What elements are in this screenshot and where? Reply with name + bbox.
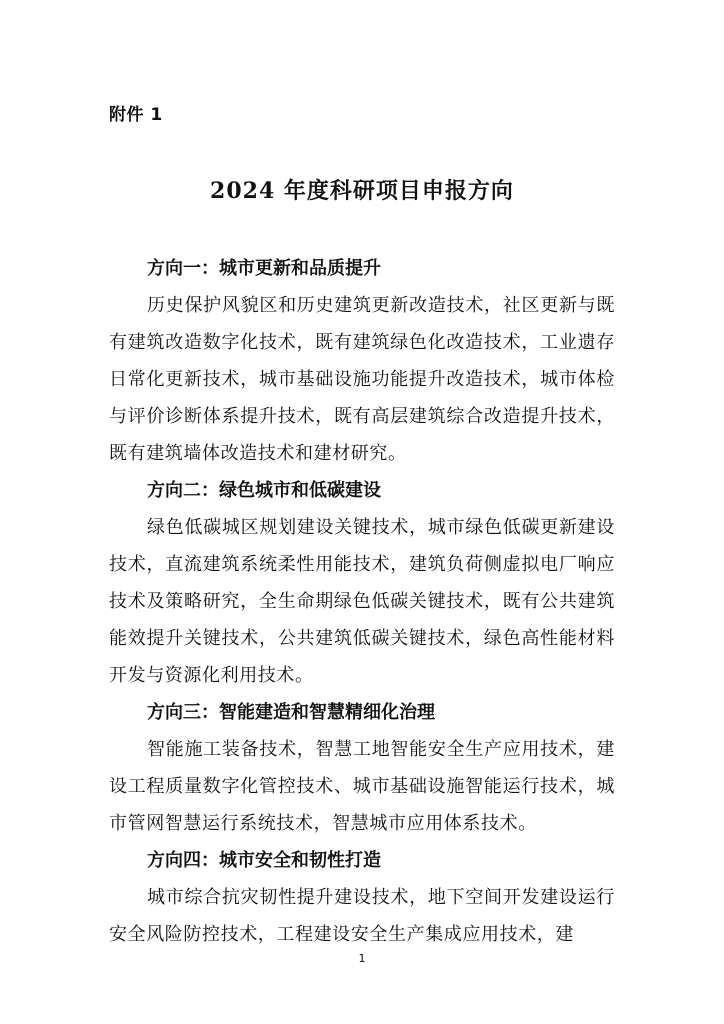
page-number: 1 <box>358 952 366 965</box>
section-heading-1: 方向一：城市更新和品质提升 <box>147 258 381 279</box>
section-heading-2: 方向二：绿色城市和低碳建设 <box>147 480 381 501</box>
attachment-label: 附件 1 <box>109 105 163 125</box>
section-body-2: 绿色低碳城区规划建设关键技术，城市绿色低碳更新建设技术，直流建筑系统柔性用能技术，建筑负荷侧虚拟电厂响应技术及策略研究，全生命期绿色低碳关键技术，既有公共建筑能效提升关键技术，公共建筑低碳关键技术，绿色高性能材料开发与资源化利用技术。 <box>109 517 615 686</box>
document-body <box>109 250 615 953</box>
section-heading-3: 方向三：智能建造和智慧精细化治理 <box>147 702 435 723</box>
section-body-3: 智能施工装备技术，智慧工地智能安全生产应用技术，建设工程质量数字化管控技术、城市基础设施智能运行技术，城市管网智慧运行系统技术，智慧城市应用体系技术。 <box>109 739 615 834</box>
section-heading-4: 方向四：城市安全和韧性打造 <box>147 850 381 871</box>
section-body-1: 历史保护风貌区和历史建筑更新改造技术，社区更新与既有建筑改造数字化技术，既有建筑绿色化改造技术，工业遗存日常化更新技术，城市基础设施功能提升改造技术，城市体检与评价诊断体系提升技术，既有高层建筑综合改造提升技术，既有建筑墙体改造技术和建材研究。 <box>109 295 615 464</box>
section-body-4: 城市综合抗灾韧性提升建设技术，地下空间开发建设运行安全风险防控技术，工程建设安全生产集成应用技术，建 <box>109 887 615 945</box>
document-title: 2024 年度科研项目申报方向 <box>210 178 514 204</box>
